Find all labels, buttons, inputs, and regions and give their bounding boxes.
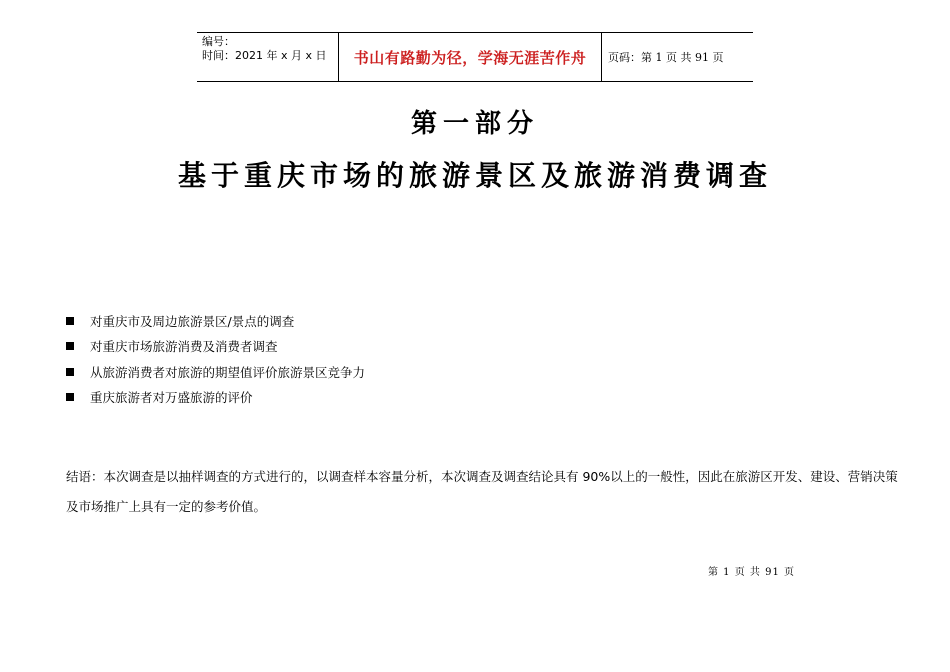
- document-time-label: 时间：2021 年 x 月 x 日: [202, 49, 327, 62]
- square-bullet-icon: [66, 342, 74, 350]
- page-header: [197, 32, 753, 82]
- header-page-info: 页码：第 1 页 共 91 页: [608, 51, 724, 64]
- square-bullet-icon: [66, 368, 74, 376]
- square-bullet-icon: [66, 317, 74, 325]
- header-meta: [197, 33, 339, 81]
- square-bullet-icon: [66, 393, 74, 401]
- conclusion-paragraph: 结语：本次调查是以抽样调查的方式进行的，以调查样本容量分析，本次调查及调查结论具有 90%以上的一般性，因此在旅游区开发、建设、营销决策及市场推广上具有一定的参考价值。: [66, 469, 898, 514]
- list-item-text: 对重庆市及周边旅游景区/景点的调查: [90, 313, 295, 329]
- list-item: [66, 359, 365, 385]
- header-motto: 书山有路勤为径，学海无涯苦作舟: [339, 33, 602, 81]
- document-number-label: 编号：: [202, 35, 235, 48]
- list-item-text: 对重庆市场旅游消费及消费者调查: [90, 339, 278, 355]
- list-item: [66, 334, 365, 360]
- list-item: [66, 308, 365, 334]
- main-title: 基于重庆市场的旅游景区及旅游消费调查: [177, 159, 772, 192]
- list-item-text: 从旅游消费者对旅游的期望值评价旅游景区竞争力: [90, 364, 366, 380]
- bullet-list: [66, 308, 365, 410]
- page-footer: 第 1 页 共 91 页: [708, 567, 795, 578]
- list-item: [66, 385, 365, 411]
- list-item-text: 重庆旅游者对万盛旅游的评价: [90, 390, 253, 406]
- part-title: 第一部分: [410, 109, 539, 139]
